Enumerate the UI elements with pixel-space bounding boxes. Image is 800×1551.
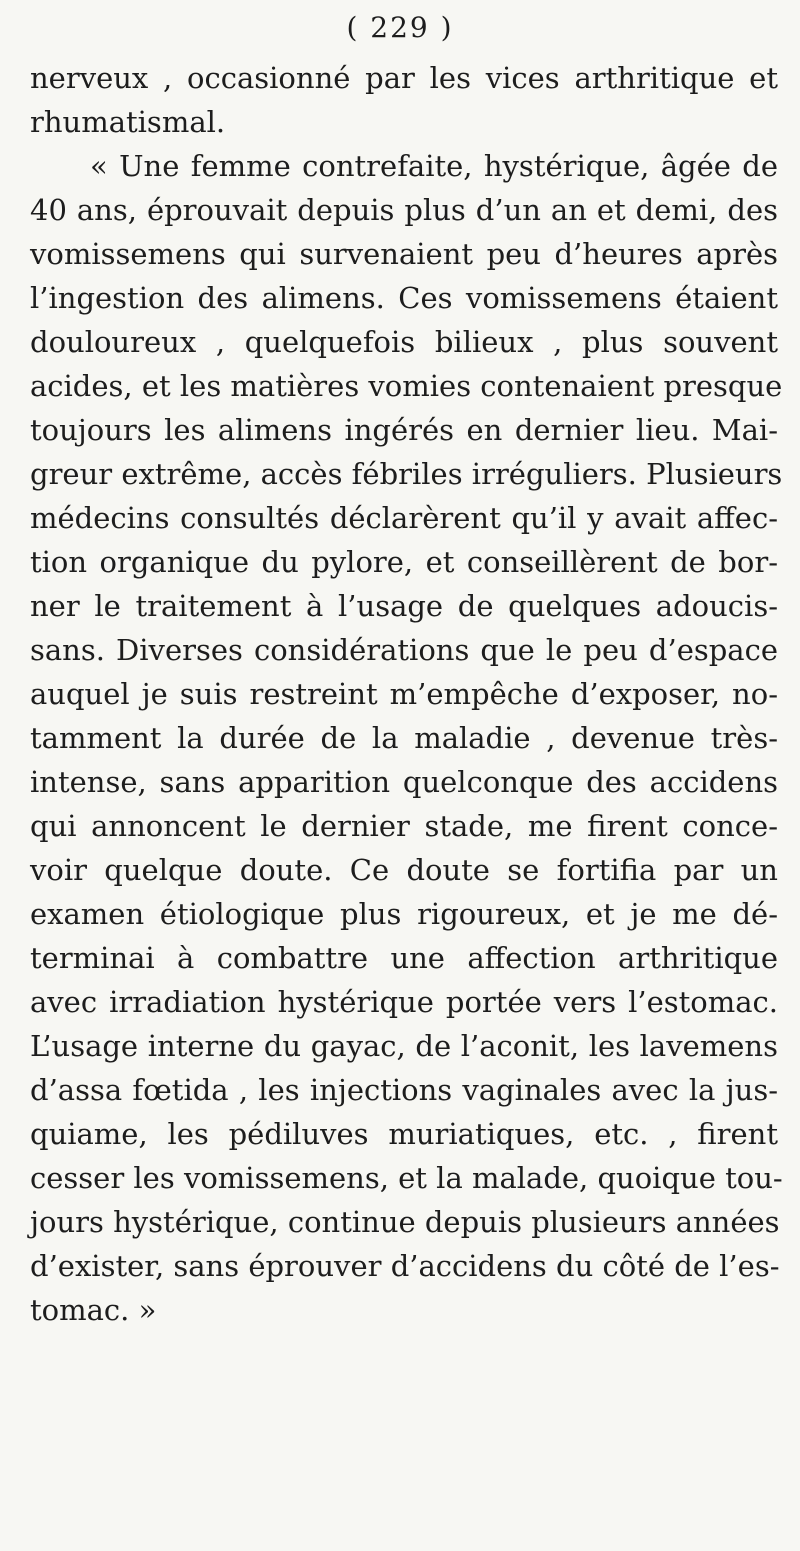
text-line: avec irradiation hystérique portée vers l’estomac. — [30, 985, 778, 1019]
text-line: d’exister, sans éprouver d’accidens du côté de l’es- — [30, 1249, 780, 1283]
text-line: acides, et les matières vomies contenaient presque — [30, 369, 783, 403]
text-line: examen étiologique plus rigoureux, et je me dé- — [30, 897, 778, 931]
text-line: L’usage interne du gayac, de l’aconit, les lavemens — [30, 1029, 778, 1063]
text-line: intense, sans apparition quelconque des accidens — [30, 765, 778, 799]
text-line: tomac. » — [30, 1293, 157, 1327]
text-line: l’ingestion des alimens. Ces vomissemens étaient — [30, 281, 778, 315]
text-line: sans. Diverses considérations que le peu d’espace — [30, 633, 778, 667]
text-line: auquel je suis restreint m’empêche d’exposer, no- — [30, 677, 778, 711]
text-line: quiame, les pédiluves muriatiques, etc. , firent — [30, 1117, 778, 1151]
text-line: jours hystérique, continue depuis plusieurs années — [30, 1205, 780, 1239]
text-line: voir quelque doute. Ce doute se fortifia par un — [30, 853, 778, 887]
page-number: ( 229 ) — [346, 11, 454, 44]
text-line: nerveux , occasionné par les vices arthritique et — [30, 61, 778, 95]
text-line: cesser les vomissemens, et la malade, quoique tou- — [30, 1161, 783, 1195]
text-line: médecins consultés déclarèrent qu’il y avait affec- — [30, 501, 778, 535]
text-line: greur extrême, accès fébriles irréguliers. Plusieurs — [30, 457, 783, 491]
text-line: toujours les alimens ingérés en dernier lieu. Mai- — [30, 413, 778, 447]
text-line: terminai à combattre une affection arthritique — [30, 941, 778, 975]
text-line: d’assa fœtida , les injections vaginales avec la jus- — [30, 1073, 778, 1107]
text-line: « Une femme contrefaite, hystérique, âgée de — [90, 149, 778, 183]
body-text — [30, 56, 783, 1332]
text-line: 40 ans, éprouvait depuis plus d’un an et demi, des — [30, 193, 778, 227]
text-line: rhumatismal. — [30, 105, 226, 139]
text-line: tamment la durée de la maladie , devenue très- — [30, 721, 778, 755]
text-line: vomissemens qui survenaient peu d’heures après — [30, 237, 778, 271]
text-line: ner le traitement à l’usage de quelques adoucis- — [30, 589, 778, 623]
text-line: tion organique du pylore, et conseillèrent de bor- — [30, 545, 778, 579]
text-line: douloureux , quelquefois bilieux , plus souvent — [30, 325, 778, 359]
text-line: qui annoncent le dernier stade, me firent conce- — [30, 809, 778, 843]
